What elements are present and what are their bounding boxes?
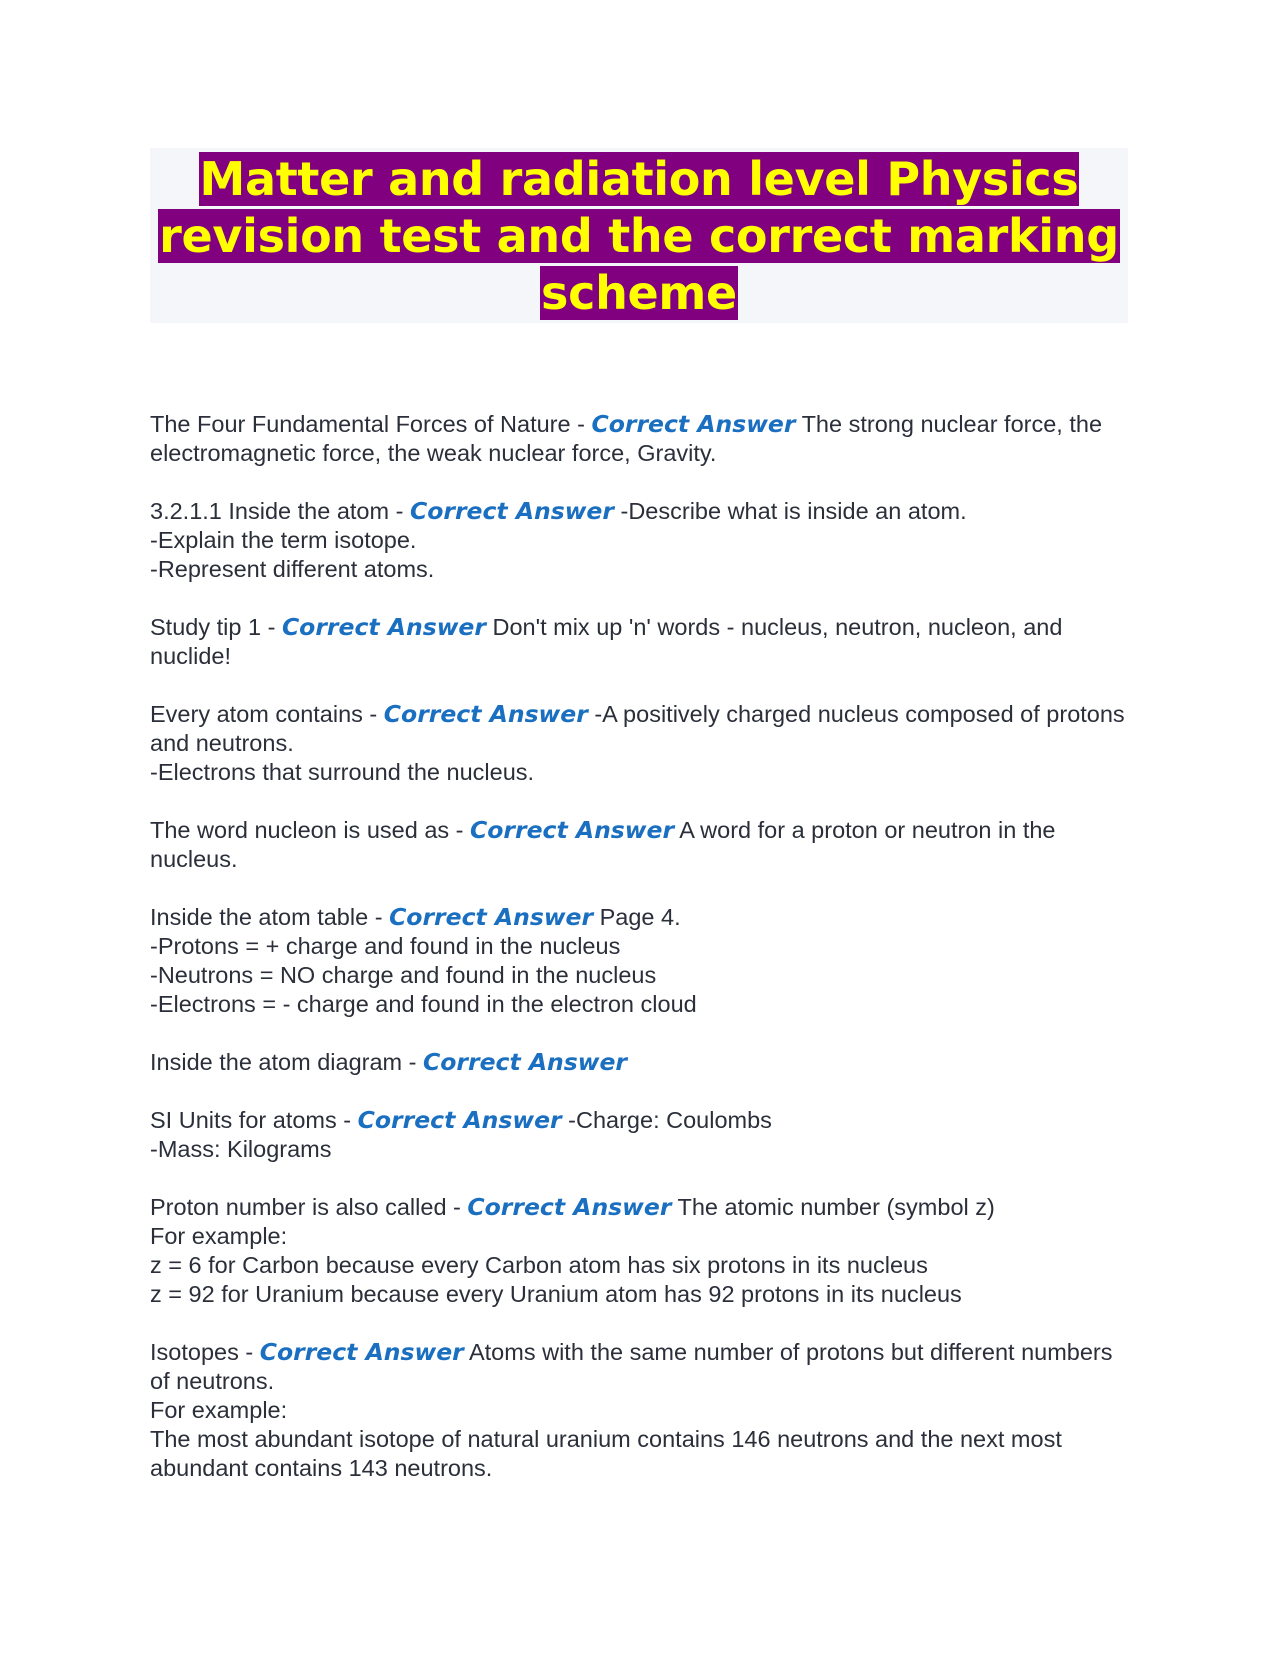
- question-text: Inside the atom table -: [150, 904, 390, 930]
- question-text: SI Units for atoms -: [150, 1107, 358, 1133]
- correct-answer-label: Correct Answer: [389, 903, 594, 931]
- answer-line: z = 6 for Carbon because every Carbon atom has six protons in its nucleus: [150, 1252, 928, 1278]
- answer-text: The atomic number (symbol z): [671, 1194, 995, 1220]
- answer-text: Page 4.: [593, 904, 681, 930]
- answer-line: -Electrons = - charge and found in the electron cloud: [150, 991, 697, 1017]
- question-text: Inside the atom diagram -: [150, 1049, 423, 1075]
- question-text: 3.2.1.1 Inside the atom -: [150, 498, 410, 524]
- answer-text: -Charge: Coulombs: [561, 1107, 772, 1133]
- answer-line: -Protons = + charge and found in the nucleus: [150, 933, 621, 959]
- correct-answer-label: Correct Answer: [467, 1193, 672, 1221]
- answer-text: Don't mix up 'n' words - nucleus, neutron, nucleon, and nuclide!: [150, 614, 1063, 669]
- qa-first-line: [150, 410, 1128, 468]
- answer-line: -Explain the term isotope.: [150, 527, 417, 553]
- qa-first-line: [150, 497, 1128, 526]
- qa-item: [150, 497, 1128, 584]
- correct-answer-label: Correct Answer: [423, 1048, 627, 1076]
- question-text: The word nucleon is used as -: [150, 817, 471, 843]
- qa-item: [150, 1193, 1128, 1309]
- correct-answer-label: Correct Answer: [383, 700, 588, 728]
- question-text: Every atom contains -: [150, 701, 384, 727]
- correct-answer-label: Correct Answer: [281, 613, 486, 641]
- qa-first-line: [150, 1338, 1128, 1396]
- question-text: Study tip 1 -: [150, 614, 282, 640]
- answer-line: -Represent different atoms.: [150, 556, 435, 582]
- correct-answer-label: Correct Answer: [357, 1106, 562, 1134]
- qa-item: [150, 816, 1128, 874]
- answer-line: -Electrons that surround the nucleus.: [150, 759, 535, 785]
- answer-text: Atoms with the same number of protons but different numbers of neutrons.: [150, 1339, 1113, 1394]
- qa-first-line: [150, 1106, 1128, 1135]
- answer-text: -A positively charged nucleus composed of protons and neutrons.: [150, 701, 1125, 756]
- answer-line: The most abundant isotope of natural uranium contains 146 neutrons and the next most abundant contains 143 neutrons.: [150, 1426, 1062, 1481]
- qa-item: [150, 613, 1128, 671]
- qa-item: [150, 903, 1128, 1019]
- qa-item: [150, 410, 1128, 468]
- title-banner: [150, 148, 1128, 323]
- answer-line: For example:: [150, 1397, 288, 1423]
- answer-line: -Mass: Kilograms: [150, 1136, 332, 1162]
- qa-first-line: [150, 613, 1128, 671]
- qa-item: [150, 1106, 1128, 1164]
- correct-answer-label: Correct Answer: [470, 816, 675, 844]
- answer-text: The strong nuclear force, the electromagnetic force, the weak nuclear force, Gravity.: [150, 411, 1103, 466]
- question-text: The Four Fundamental Forces of Nature -: [150, 411, 592, 437]
- qa-first-line: [150, 700, 1128, 758]
- document-title: [150, 151, 1128, 322]
- question-text: Proton number is also called -: [150, 1194, 468, 1220]
- qa-item: [150, 700, 1128, 787]
- qa-list: [150, 410, 1128, 1483]
- qa-item: [150, 1338, 1128, 1483]
- qa-first-line: [150, 1048, 1128, 1077]
- answer-text: A word for a proton or neutron in the nucleus.: [150, 817, 1056, 872]
- title-text: Matter and radiation level Physics revision test and the correct marking scheme: [159, 152, 1119, 320]
- question-text: Isotopes -: [150, 1339, 260, 1365]
- answer-line: z = 92 for Uranium because every Uranium atom has 92 protons in its nucleus: [150, 1281, 962, 1307]
- qa-first-line: [150, 903, 1128, 932]
- qa-item: [150, 1048, 1128, 1077]
- correct-answer-label: Correct Answer: [259, 1338, 464, 1366]
- qa-first-line: [150, 1193, 1128, 1222]
- answer-text: -Describe what is inside an atom.: [613, 498, 967, 524]
- correct-answer-label: Correct Answer: [409, 497, 614, 525]
- document-page: [150, 148, 1128, 1512]
- correct-answer-label: Correct Answer: [591, 410, 796, 438]
- qa-first-line: [150, 816, 1128, 874]
- answer-line: For example:: [150, 1223, 288, 1249]
- answer-line: -Neutrons = NO charge and found in the nucleus: [150, 962, 657, 988]
